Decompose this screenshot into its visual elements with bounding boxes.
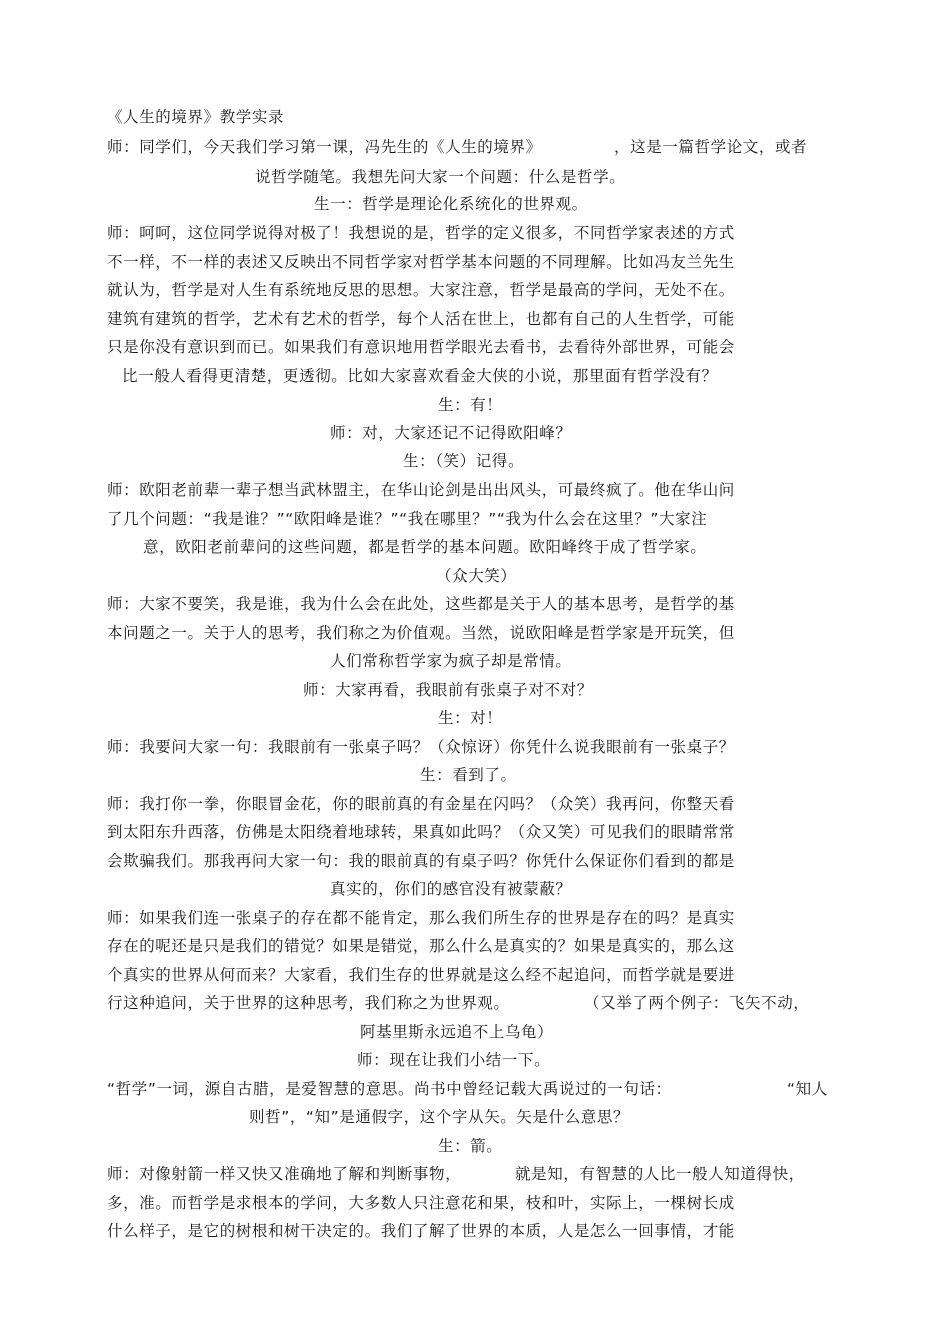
- text-line: 行这种追问，关于世界的这种思考，我们称之为世界观。: [107, 994, 510, 1012]
- text-line: 生：对！: [438, 709, 503, 727]
- text-line: 师：我要问大家一句：我眼前有一张桌子吗？（众惊讶）你凭什么说我眼前有一张桌子？: [107, 738, 735, 756]
- text-line: 师：呵呵，这位同学说得对极了！我想说的是，哲学的定义很多，不同哲学家表述的方式: [107, 224, 735, 242]
- text-line: ，这是一篇哲学论文，或者: [614, 138, 808, 156]
- document-title: 《人生的境界》教学实录: [107, 108, 285, 126]
- text-line: 生：（笑）记得。: [403, 452, 525, 470]
- text-line: 师：对像射箭一样又快又准确地了解和判断事物，: [107, 1165, 462, 1183]
- text-line: 师：同学们，今天我们学习第一课，冯先生的《人生的境界》: [107, 138, 542, 156]
- text-line: 多，准。而哲学是求根本的学问，大多数人只注意花和果，枝和叶，实际上，一棵树长成: [107, 1194, 735, 1212]
- text-line: 意，欧阳老前辈问的这些问题，都是哲学的基本问题。欧阳峰终于成了哲学家。: [143, 538, 707, 556]
- text-line: “知人: [787, 1080, 828, 1098]
- text-line: 个真实的世界从何而来？大家看，我们生存的世界就是这么经不起追问，而哲学就是要进: [107, 966, 735, 984]
- text-line: 师：大家再看，我眼前有张桌子对不对？: [303, 681, 593, 699]
- text-line: 则哲”，“知”是通假字，这个字从矢。矢是什么意思？: [249, 1108, 630, 1126]
- text-line: 什么样子，是它的树根和树干决定的。我们了解了世界的本质，人是怎么一回事情，才能: [107, 1222, 735, 1240]
- text-line: 到太阳东升西落，仿佛是太阳绕着地球转，果真如此吗？（众又笑）可见我们的眼睛常常: [107, 823, 735, 841]
- text-line: 就认为，哲学是对人生有系统地反思的思想。大家注意，哲学是最高的学问，无处不在。: [107, 281, 735, 299]
- text-line: 生：箭。: [438, 1137, 503, 1155]
- text-line: （众大笑）: [436, 567, 517, 585]
- text-line: 比一般人看得更清楚，更透彻。比如大家喜欢看金大侠的小说，那里面有哲学没有？: [122, 367, 718, 385]
- text-line: 建筑有建筑的哲学，艺术有艺术的哲学，每个人活在世上，也都有自己的人生哲学，可能: [107, 310, 735, 328]
- text-line: 存在的呢还是只是我们的错觉？如果是错觉，那么什么是真实的？如果是真实的，那么这: [107, 937, 735, 955]
- text-line: 生：看到了。: [420, 766, 517, 784]
- text-line: 生一：哲学是理论化系统化的世界观。: [314, 195, 588, 213]
- text-line: “哲学”一词，源自古腊，是爱智慧的意思。尚书中曾经记载大禹说过的一句话：: [107, 1080, 672, 1098]
- text-line: 人们常称哲学家为疯子却是常情。: [330, 652, 572, 670]
- text-line: 师：欧阳老前辈一辈子想当武林盟主，在华山论剑是出出风头，可最终疯了。他在华山问: [107, 481, 735, 499]
- text-line: 不一样，不一样的表述又反映出不同哲学家对哲学基本问题的不同理解。比如冯友兰先生: [107, 253, 735, 271]
- text-line: 生：有！: [438, 396, 503, 414]
- text-line: 师：对，大家还记不记得欧阳峰？: [330, 424, 572, 442]
- text-line: 真实的，你们的感官没有被蒙蔽？: [330, 880, 572, 898]
- text-line: 说哲学随笔。我想先问大家一个问题：什么是哲学。: [255, 168, 626, 186]
- text-line: 阿基里斯永远追不上乌龟）: [360, 1023, 554, 1041]
- text-line: 了几个问题：“我是谁？”“欧阳峰是谁？”“我在哪里？”“我为什么会在这里？”大家注: [107, 510, 708, 528]
- text-line: （又举了两个例子：飞矢不动，: [584, 994, 810, 1012]
- text-line: 师：现在让我们小结一下。: [357, 1051, 551, 1069]
- text-line: 师：我打你一拳，你眼冒金花，你的眼前真的有金星在闪吗？（众笑）我再问，你整天看: [107, 795, 735, 813]
- text-line: 师：大家不要笑，我是谁，我为什么会在此处，这些都是关于人的基本思考，是哲学的基: [107, 595, 735, 613]
- text-line: 会欺骗我们。那我再问大家一句：我的眼前真的有桌子吗？你凭什么保证你们看到的都是: [107, 852, 735, 870]
- text-line: 师：如果我们连一张桌子的存在都不能肯定，那么我们所生存的世界是存在的吗？是真实: [107, 909, 735, 927]
- text-line: 就是知，有智慧的人比一般人知道得快，: [515, 1165, 805, 1183]
- text-line: 只是你没有意识到而已。如果我们有意识地用哲学眼光去看书，去看待外部世界，可能会: [107, 338, 735, 356]
- text-line: 本问题之一。关于人的思考，我们称之为价值观。当然，说欧阳峰是哲学家是开玩笑，但: [107, 624, 735, 642]
